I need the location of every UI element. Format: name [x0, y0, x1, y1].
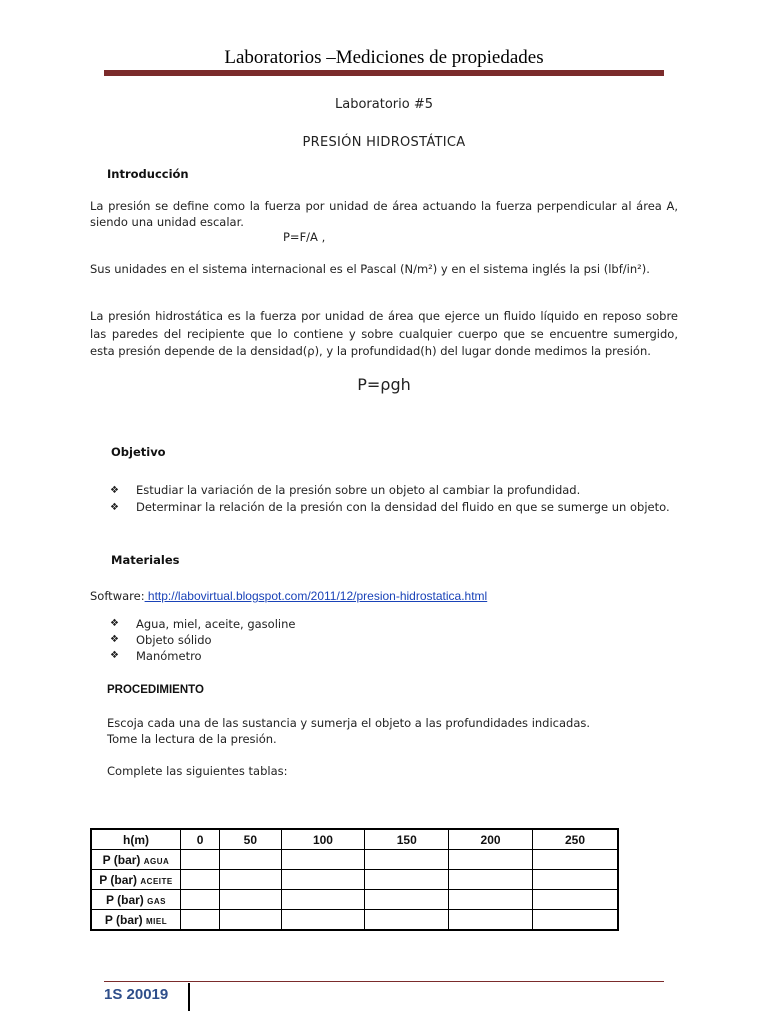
table-cell[interactable] — [181, 870, 220, 890]
table-cell[interactable] — [532, 890, 618, 910]
row-label-oil: P (bar) ACEITE — [91, 870, 181, 890]
table-header-depth: 0 — [181, 829, 220, 850]
formula-pressure-force-area: P=F/A , — [283, 230, 326, 244]
document-header-title: Laboratorios –Mediciones de propiedades — [224, 47, 544, 68]
table-cell[interactable] — [532, 850, 618, 870]
software-link[interactable]: http://labovirtual.blogspot.com/2011/12/presion-hidrostatica.html — [144, 589, 488, 603]
table-cell[interactable] — [365, 850, 449, 870]
list-item: ❖ Manómetro — [110, 649, 202, 663]
footer-vertical-bar — [188, 983, 190, 1011]
procedure-heading: PROCEDIMIENTO — [107, 684, 204, 696]
table-header-depth: 100 — [281, 829, 365, 850]
footer-divider — [104, 981, 664, 982]
diamond-bullet-icon: ❖ — [110, 485, 119, 496]
intro-heading: Introducción — [107, 167, 189, 181]
table-cell[interactable] — [220, 850, 281, 870]
lab-title: PRESIÓN HIDROSTÁTICA — [302, 135, 466, 150]
table-cell[interactable] — [220, 890, 281, 910]
header-divider — [104, 70, 664, 76]
list-item: ❖ Agua, miel, aceite, gasoline — [110, 617, 296, 631]
table-cell[interactable] — [281, 890, 365, 910]
materials-heading: Materiales — [111, 553, 180, 567]
table-cell[interactable] — [365, 870, 449, 890]
table-cell[interactable] — [365, 910, 449, 931]
table-cell[interactable] — [449, 910, 533, 931]
row-label-honey: P (bar) MIEL — [91, 910, 181, 931]
table-header-depth-label: h(m) — [91, 829, 181, 850]
software-line — [90, 589, 487, 603]
table-cell[interactable] — [449, 890, 533, 910]
table-row — [91, 910, 618, 931]
table-row — [91, 890, 618, 910]
table-row — [91, 850, 618, 870]
software-label: Software: — [90, 589, 145, 603]
table-cell[interactable] — [281, 910, 365, 931]
table-cell[interactable] — [532, 870, 618, 890]
table-cell[interactable] — [220, 910, 281, 931]
diamond-bullet-icon: ❖ — [110, 650, 119, 661]
diamond-bullet-icon: ❖ — [110, 618, 119, 629]
diamond-bullet-icon: ❖ — [110, 502, 119, 513]
table-cell[interactable] — [449, 870, 533, 890]
table-cell[interactable] — [365, 890, 449, 910]
procedure-line-1: Escoja cada una de las sustancia y sumerja el objeto a las profundidades indicadas. — [107, 716, 591, 730]
table-header-depth: 50 — [220, 829, 281, 850]
table-cell[interactable] — [181, 910, 220, 931]
intro-paragraph-1: La presión se define como la fuerza por unidad de área actuando la fuerza perpendicular al área A, siendo una unidad escalar. — [90, 199, 678, 229]
footer-term: 1S 20019 — [104, 986, 169, 1003]
materials-list — [110, 616, 510, 664]
intro-paragraph-3: La presión hidrostática es la fuerza por unidad de área que ejerce un fluido líquido en reposo sobre las paredes del recipiente que lo contiene y sobre cualquier cuerpo que se encuentre sumergido, esta presión depende de la densidad(ρ), y la profundidad(h) del lugar donde medimos la presión. — [90, 309, 678, 358]
table-header-row — [91, 829, 618, 850]
objective-list — [110, 482, 670, 516]
table-row — [91, 870, 618, 890]
lab-number: Laboratorio #5 — [335, 97, 433, 112]
formula-hydrostatic: P=ρgh — [357, 375, 411, 394]
table-cell[interactable] — [281, 870, 365, 890]
table-cell[interactable] — [220, 870, 281, 890]
table-cell[interactable] — [532, 910, 618, 931]
table-header-depth: 150 — [365, 829, 449, 850]
list-item: ❖ Objeto sólido — [110, 633, 212, 647]
procedure-line-3: Complete las siguientes tablas: — [107, 764, 288, 778]
table-header-depth: 250 — [532, 829, 618, 850]
list-item: ❖ Determinar la relación de la presión con la densidad del fluido en que se sumerge un objeto. — [110, 500, 670, 514]
pressure-data-table — [90, 828, 619, 931]
table-cell[interactable] — [281, 850, 365, 870]
table-cell[interactable] — [181, 850, 220, 870]
intro-paragraph-2: Sus unidades en el sistema internacional es el Pascal (N/m²) y en el sistema inglés la psi (lbf/in²). — [90, 262, 650, 276]
procedure-line-2: Tome la lectura de la presión. — [107, 732, 277, 746]
table-cell[interactable] — [449, 850, 533, 870]
diamond-bullet-icon: ❖ — [110, 634, 119, 645]
table-cell[interactable] — [181, 890, 220, 910]
objective-heading: Objetivo — [111, 445, 166, 459]
list-item: ❖ Estudiar la variación de la presión sobre un objeto al cambiar la profundidad. — [110, 483, 581, 497]
row-label-water: P (bar) AGUA — [91, 850, 181, 870]
row-label-gas: P (bar) GAS — [91, 890, 181, 910]
table-header-depth: 200 — [449, 829, 533, 850]
